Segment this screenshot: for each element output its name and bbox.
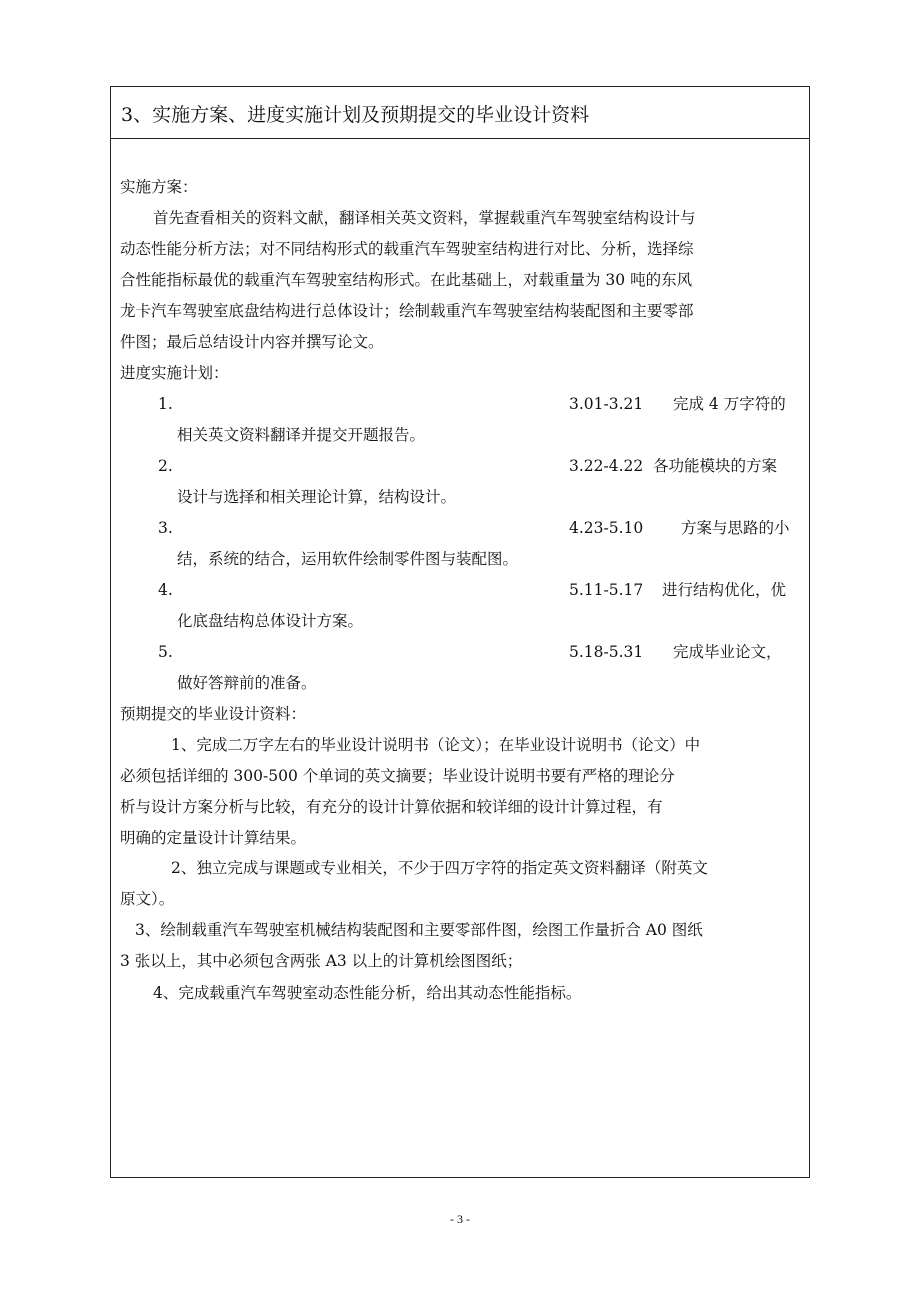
schedule-item-text: 结，系统的结合，运用软件绘制零件图与装配图。 [177, 550, 519, 568]
implementation-line: 合性能指标最优的载重汽车驾驶室结构形式。在此基础上，对载重量为 30 吨的东风 [120, 271, 693, 289]
schedule-item-number: 2. [158, 457, 173, 475]
schedule-label: 进度实施计划： [120, 364, 229, 382]
deliverable-line: 4、完成载重汽车驾驶室动态性能分析，给出其动态性能指标。 [153, 984, 582, 1002]
deliverable-line: 1、完成二万字左右的毕业设计说明书（论文）；在毕业设计说明书（论文）中 [171, 736, 701, 754]
deliverable-line: 3 张以上，其中必须包含两张 A3 以上的计算机绘图图纸； [120, 952, 523, 970]
deliverable-line: 3、绘制载重汽车驾驶室机械结构装配图和主要零部件图，绘图工作量折合 A0 图纸 [135, 921, 703, 939]
schedule-item-text: 做好答辩前的准备。 [177, 674, 317, 692]
section-header [111, 87, 809, 139]
implementation-label: 实施方案： [120, 178, 198, 196]
deliverable-line: 明确的定量设计计算结果。 [120, 829, 307, 847]
schedule-item-number: 3. [158, 519, 173, 537]
schedule-item-dates: 3.22-4.22 [569, 457, 644, 475]
schedule-item-text: 完成毕业论文， [673, 643, 782, 661]
schedule-item-text: 进行结构优化，优 [662, 581, 787, 599]
deliverable-line: 2、独立完成与课题或专业相关，不少于四万字符的指定英文资料翻译（附英文 [171, 859, 708, 877]
schedule-item-dates: 5.18-5.31 [569, 643, 644, 661]
schedule-item-number: 1. [158, 395, 173, 413]
implementation-line: 龙卡汽车驾驶室底盘结构进行总体设计；绘制载重汽车驾驶室结构装配图和主要零部 [120, 302, 694, 320]
schedule-item-dates: 4.23-5.10 [569, 519, 644, 537]
page-number: - 3 - [450, 1212, 470, 1226]
schedule-item-text: 设计与选择和相关理论计算，结构设计。 [177, 488, 457, 506]
implementation-line: 动态性能分析方法；对不同结构形式的载重汽车驾驶室结构进行对比、分析，选择综 [120, 240, 694, 258]
deliverable-line: 原文）。 [120, 890, 175, 908]
schedule-item-number: 4. [158, 581, 173, 599]
deliverable-line: 必须包括详细的 300-500 个单词的英文摘要；毕业设计说明书要有严格的理论分 [120, 767, 675, 785]
schedule-item-text: 方案与思路的小 [681, 519, 790, 537]
schedule-item-dates: 3.01-3.21 [569, 395, 644, 413]
schedule-item-text: 完成 4 万字符的 [673, 395, 786, 413]
schedule-item-dates: 5.11-5.17 [569, 581, 644, 599]
implementation-line: 件图；最后总结设计内容并撰写论文。 [120, 333, 384, 351]
form-table [110, 86, 810, 1178]
deliverables-label: 预期提交的毕业设计资料： [120, 705, 307, 723]
schedule-item-number: 5. [158, 643, 173, 661]
implementation-line: 首先查看相关的资料文献，翻译相关英文资料，掌握载重汽车驾驶室结构设计与 [153, 209, 696, 227]
schedule-item-text: 化底盘结构总体设计方案。 [177, 612, 364, 630]
schedule-item-text: 相关英文资料翻译并提交开题报告。 [177, 426, 426, 444]
deliverable-line: 析与设计方案分析与比较，有充分的设计计算依据和较详细的设计计算过程，有 [120, 798, 663, 816]
schedule-item-text: 各功能模块的方案 [653, 457, 778, 475]
section-heading: 3、实施方案、进度实施计划及预期提交的毕业设计资料 [121, 104, 590, 126]
